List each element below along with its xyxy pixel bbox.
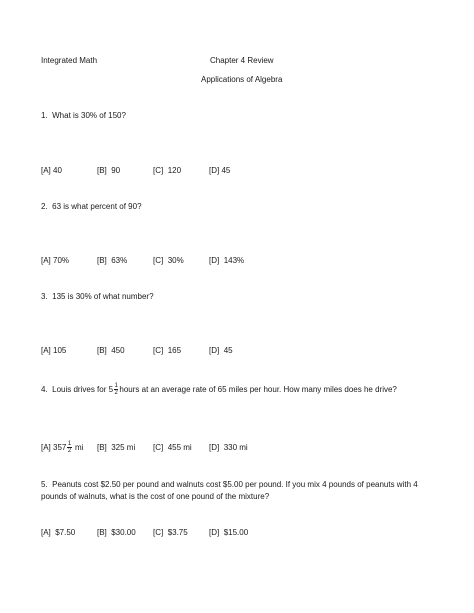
- choice-1a: [A] 40: [41, 166, 62, 175]
- choice-4a: [A] 357 $\frac{1}{2}$ mi: [41, 441, 84, 455]
- question-number: 4.: [41, 385, 48, 394]
- choice-3a: [A] 105: [41, 346, 67, 355]
- question-1: [41, 111, 126, 121]
- question-number: 5.: [41, 480, 48, 489]
- question-2: [41, 202, 142, 212]
- choice-1b: [B] 90: [97, 166, 121, 175]
- question-number: 1.: [41, 111, 48, 120]
- question-5-line1: [41, 480, 418, 490]
- choice-5c: [C] $3.75: [153, 528, 188, 537]
- question-text-end: hours at an average rate of 65 miles per hour. How many miles does he drive?: [119, 385, 397, 394]
- question-text: What is 30% of 150?: [52, 111, 126, 120]
- choice-5b: [B] $30.00: [97, 528, 136, 537]
- choice-2c: [C] 30%: [153, 256, 184, 265]
- choice-4c: [C] 455 mi: [153, 443, 192, 452]
- page-subtitle: Applications of Algebra: [201, 75, 283, 84]
- choice-3d: [D] 45: [209, 346, 233, 355]
- choice-5d: [D] $15.00: [209, 528, 249, 537]
- choice-2b: [B] 63%: [97, 256, 128, 265]
- question-5-line2: pounds of walnuts, what is the cost of one pound of the mixture?: [41, 492, 270, 501]
- question-number: 3.: [41, 292, 48, 301]
- question-3: [41, 292, 154, 302]
- choice-1d: [D] 45: [209, 166, 231, 175]
- question-text: 135 is 30% of what number?: [52, 292, 154, 301]
- choice-2a: [A] 70%: [41, 256, 70, 265]
- choice-4d: [D] 330 mi: [209, 443, 248, 452]
- question-text-start: Louis drives for 5: [52, 385, 114, 394]
- question-text: 63 is what percent of 90?: [52, 202, 142, 211]
- chapter-title: Chapter 4 Review: [210, 56, 274, 65]
- question-number: 2.: [41, 202, 48, 211]
- choice-5a: [A] $7.50: [41, 528, 76, 537]
- choice-2d: [D] 143%: [209, 256, 245, 265]
- choice-3b: [B] 450: [97, 346, 125, 355]
- question-4: [41, 383, 397, 397]
- choice-1c: [C] 120: [153, 166, 182, 175]
- course-title: Integrated Math: [41, 56, 98, 65]
- choice-4b: [B] 325 mi: [97, 443, 136, 452]
- mixed-fraction: $\frac{1}{2}$: [114, 383, 118, 397]
- choice-3c: [C] 165: [153, 346, 182, 355]
- question-text: Peanuts cost $2.50 per pound and walnuts cost $5.00 per pound. If you mix 4 pounds of peanuts with 4: [52, 480, 418, 489]
